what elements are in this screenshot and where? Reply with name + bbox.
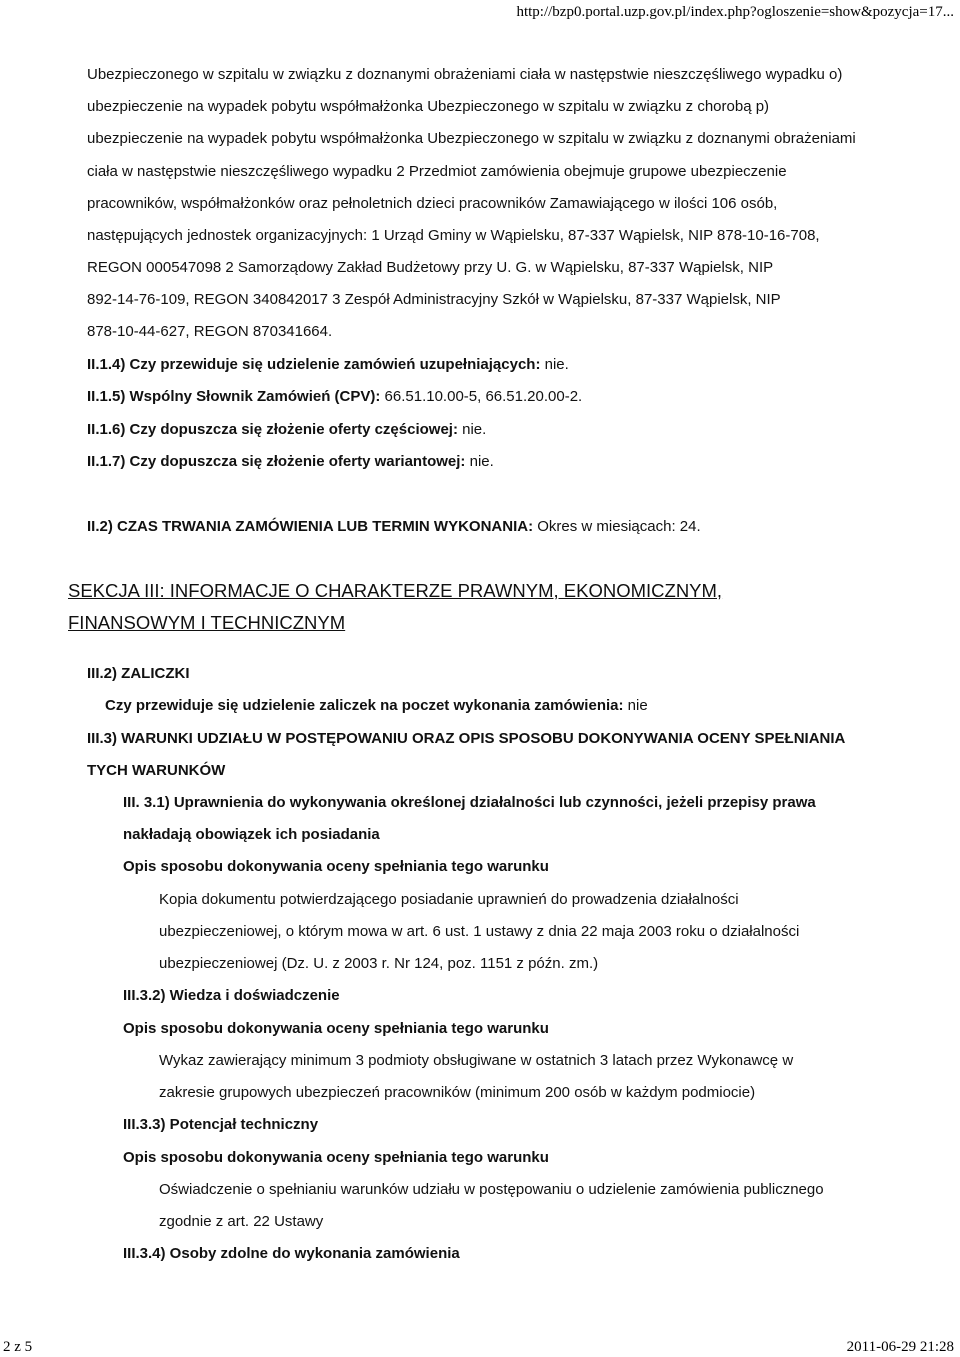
opis-label: Opis sposobu dokonywania oceny spełniania tego warunku: [123, 858, 549, 875]
item-value: nie.: [457, 421, 487, 438]
heading-iii-3-line-1: III.3) WARUNKI UDZIAŁU W POSTĘPOWANIU ORAZ OPIS SPOSOBU DOKONYWANIA OCENY SPEŁNIANIA: [87, 730, 846, 747]
section-title-line-2: FINANSOWYM I TECHNICZNYM: [68, 612, 346, 633]
opis-label: Opis sposobu dokonywania oceny spełniania tego warunku: [123, 1149, 549, 1166]
item-value: Okres w miesiącach: 24.: [533, 518, 701, 535]
body-line: pracowników, współmałżonków oraz pełnoletnich dzieci pracowników Zamawiającego w ilości 106 osób,: [87, 195, 778, 212]
item-iii-2-question: [105, 696, 648, 716]
description-line: ubezpieczeniowej, o którym mowa w art. 6 ust. 1 ustawy z dnia 22 maja 2003 roku o działalności: [159, 923, 800, 940]
body-line: następujących jednostek organizacyjnych: 1 Urząd Gminy w Wąpielsku, 87-337 Wąpielsk, NIP 878-10-16-708,: [87, 227, 820, 244]
item-value: nie.: [465, 453, 494, 470]
body-line: REGON 000547098 2 Samorządowy Zakład Budżetowy przy U. G. w Wąpielsku, 87-337 Wąpielsk, NIP: [87, 259, 774, 276]
page-number: 2 z 5: [3, 1339, 33, 1355]
item-label: II.1.6) Czy dopuszcza się złożenie oferty częściowej:: [87, 421, 458, 438]
body-line: ciała w następstwie nieszczęśliwego wypadku 2 Przedmiot zamówienia obejmuje grupowe ubezpieczenie: [87, 163, 787, 180]
section-title-line-1: SEKCJA III: INFORMACJE O CHARAKTERZE PRAWNYM, EKONOMICZNYM,: [68, 580, 723, 601]
question-label: Czy przewiduje się udzielenie zaliczek na poczet wykonania zamówienia:: [105, 697, 624, 714]
question-answer: nie: [623, 697, 648, 714]
item-ii-1-6: [87, 420, 486, 440]
description-line: Wykaz zawierający minimum 3 podmioty obsługiwane w ostatnich 3 latach przez Wykonawcę w: [159, 1052, 794, 1069]
description-line: ubezpieczeniowej (Dz. U. z 2003 r. Nr 124, poz. 1151 z późn. zm.): [159, 955, 599, 972]
item-ii-1-5: [87, 387, 582, 407]
item-label: II.1.4) Czy przewiduje się udzielenie zamówień uzupełniających:: [87, 356, 541, 373]
heading-iii-2: III.2) ZALICZKI: [87, 665, 190, 682]
description-line: zakresie grupowych ubezpieczeń pracowników (minimum 200 osób w każdym podmiocie): [159, 1084, 756, 1101]
subheading-iii-3-2: III.3.2) Wiedza i doświadczenie: [123, 987, 340, 1004]
subheading-iii-3-4: III.3.4) Osoby zdolne do wykonania zamówienia: [123, 1245, 460, 1262]
item-label: II.1.7) Czy dopuszcza się złożenie oferty wariantowej:: [87, 453, 466, 470]
opis-label: Opis sposobu dokonywania oceny spełniania tego warunku: [123, 1020, 549, 1037]
subheading-iii-3-1-line-2: nakładają obowiązek ich posiadania: [123, 826, 380, 843]
subheading-iii-3-1-line-1: III. 3.1) Uprawnienia do wykonywania określonej działalności lub czynności, jeżeli przepisy prawa: [123, 794, 816, 811]
page-url: http://bzp0.portal.uzp.gov.pl/index.php?ogloszenie=show&pozycja=17...: [516, 4, 954, 20]
description-line: zgodnie z art. 22 Ustawy: [159, 1213, 324, 1230]
item-ii-1-4: [87, 355, 569, 375]
print-datetime: 2011-06-29 21:28: [846, 1339, 954, 1355]
subheading-iii-3-3: III.3.3) Potencjał techniczny: [123, 1116, 319, 1133]
body-line: Ubezpieczonego w szpitalu w związku z doznanymi obrażeniami ciała w następstwie nieszczęśliwego wypadku o): [87, 66, 843, 83]
description-line: Kopia dokumentu potwierdzającego posiadanie uprawnień do prowadzenia działalności: [159, 891, 739, 908]
heading-iii-3-line-2: TYCH WARUNKÓW: [87, 762, 226, 779]
item-label: II.1.5) Wspólny Słownik Zamówień (CPV):: [87, 388, 381, 405]
item-value: nie.: [540, 356, 569, 373]
item-ii-2: [87, 517, 701, 537]
description-line: Oświadczenie o spełnianiu warunków udziału w postępowaniu o udzielenie zamówienia publicznego: [159, 1181, 824, 1198]
body-line: ubezpieczenie na wypadek pobytu współmałżonka Ubezpieczonego w szpitalu w związku z chorobą p): [87, 98, 770, 115]
item-ii-1-7: [87, 452, 494, 472]
body-line: 878-10-44-627, REGON 870341664.: [87, 323, 333, 340]
body-line: 892-14-76-109, REGON 340842017 3 Zespół Administracyjny Szkół w Wąpielsku, 87-337 Wąpielsk, NIP: [87, 291, 781, 308]
item-value: 66.51.10.00-5, 66.51.20.00-2.: [380, 388, 583, 405]
item-label: II.2) CZAS TRWANIA ZAMÓWIENIA LUB TERMIN WYKONANIA:: [87, 518, 534, 535]
body-line: ubezpieczenie na wypadek pobytu współmałżonka Ubezpieczonego w szpitalu w związku z doznanymi obrażeniami: [87, 130, 856, 147]
